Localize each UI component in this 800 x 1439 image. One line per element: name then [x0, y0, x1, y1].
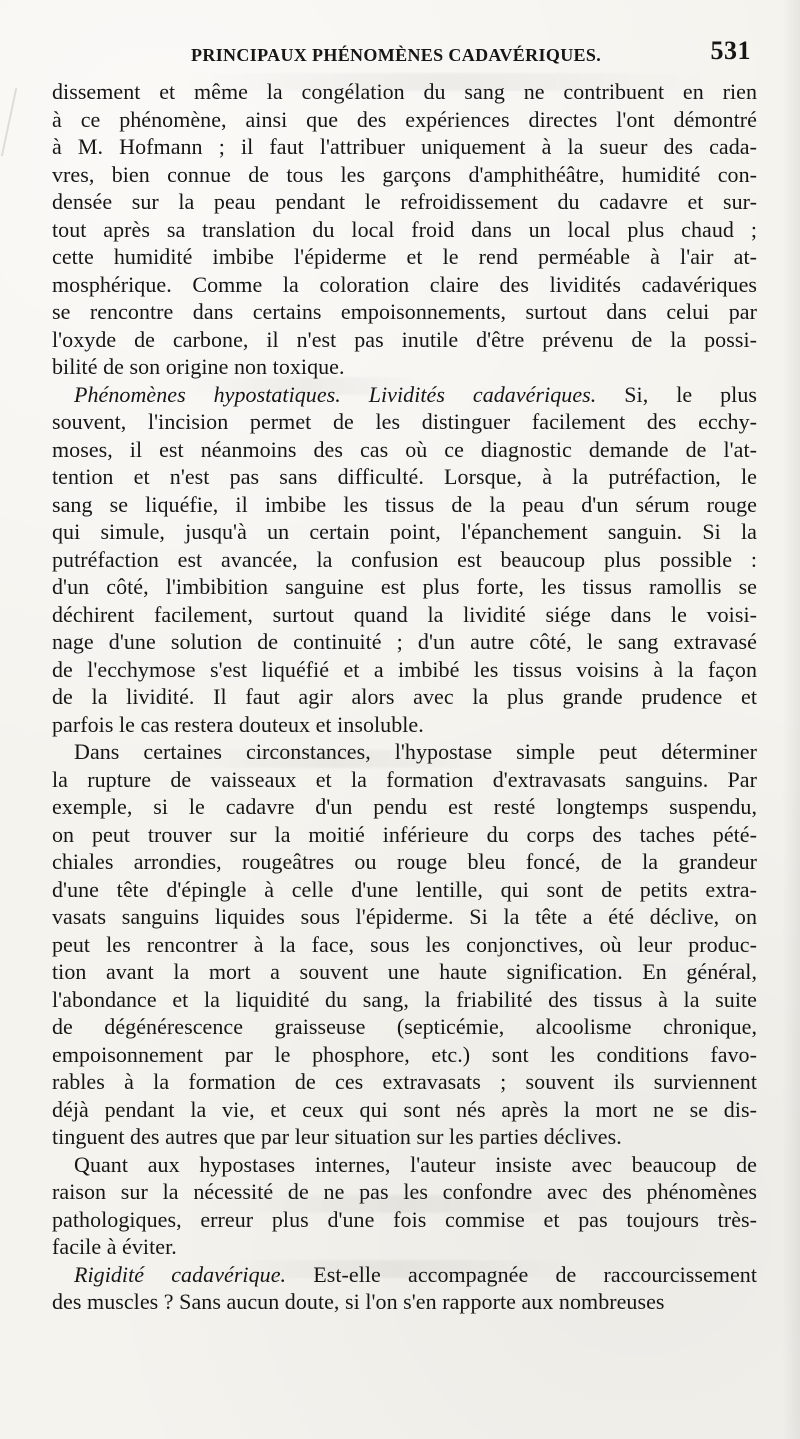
italic-section-heading: Phénomènes hypostatiques. Lividités cadavériques.: [74, 381, 597, 407]
text-line: de l'ecchymose s'est liquéfié et a imbibé les tissus voisins à la façon: [52, 656, 757, 682]
running-title: PRINCIPAUX PHÉNOMÈNES CADAVÉRIQUES.: [191, 45, 602, 65]
text-line: Dans certaines circonstances, l'hypostase simple peut déterminer: [74, 739, 757, 764]
text-line: de dégénérescence graisseuse (septicémie, alcoolisme chronique,: [52, 1014, 757, 1039]
text-line: tention et n'est pas sans difficulté. Lorsque, à la putréfaction, le: [52, 464, 757, 489]
italic-section-heading: Rigidité cadavérique.: [74, 1261, 287, 1287]
text-line: souvent, l'incision permet de les distinguer facilement des ecchy-: [52, 409, 757, 434]
text-line: parfois le cas restera douteux et insoluble.: [52, 711, 424, 737]
text-line: chiales arrondies, rougeâtres ou rouge bleu foncé, de la grandeur: [52, 849, 757, 874]
text-line: facile à éviter.: [52, 1234, 177, 1259]
heading-continuation: Si, le plus: [596, 381, 757, 407]
text-line: raison sur la nécessité de ne pas les confondre avec des phénomènes: [52, 1179, 757, 1204]
page-number: 531: [710, 36, 751, 65]
text-line: dissement et même la congélation du sang ne contribuent en rien: [52, 79, 757, 104]
text-line: putréfaction est avancée, la confusion est beaucoup plus possible :: [52, 546, 757, 572]
text-line-with-heading: [52, 1261, 757, 1289]
text-line: nage d'une solution de continuité ; d'un autre côté, le sang extravasé: [52, 629, 757, 654]
text-line: la rupture de vaisseaux et la formation d'extravasats sanguins. Par: [52, 766, 757, 792]
text-line: densée sur la peau pendant le refroidissement du cadavre et sur-: [52, 189, 757, 214]
main-text: [52, 78, 757, 1316]
text-line: déchirent facilement, surtout quand la lividité siége dans le voisi-: [52, 601, 757, 627]
text-line: cette humidité imbibe l'épiderme et le rend perméable à l'air at-: [52, 244, 757, 269]
text-line: à ce phénomène, ainsi que des expériences directes l'ont démontré: [52, 106, 757, 132]
text-line: l'oxyde de carbone, il n'est pas inutile d'être prévenu de la possi-: [52, 326, 757, 352]
page-mark: [1, 88, 27, 159]
text-line: empoisonnement par le phosphore, etc.) sont les conditions favo-: [52, 1041, 757, 1067]
text-line: mosphérique. Comme la coloration claire des lividités cadavériques: [52, 271, 757, 297]
text-line: rables à la formation de ces extravasats ; souvent ils surviennent: [52, 1069, 757, 1094]
text-line: de la lividité. Il faut agir alors avec la plus grande prudence et: [52, 684, 757, 709]
heading-continuation: Est-elle accompagnée de raccourcissement: [286, 1261, 757, 1287]
text-line: à M. Hofmann ; il faut l'attribuer uniquement à la sueur des cada-: [52, 134, 757, 159]
text-line: vasats sanguins liquides sous l'épiderme. Si la tête a été déclive, on: [52, 904, 757, 929]
text-line: tion avant la mort a souvent une haute signification. En général,: [52, 959, 757, 984]
text-line: peut les rencontrer à la face, sous les conjonctives, où leur produc-: [52, 931, 757, 957]
text-line: l'abondance et la liquidité du sang, la friabilité des tissus à la suite: [52, 986, 757, 1012]
text-line: se rencontre dans certains empoisonnements, surtout dans celui par: [52, 299, 757, 324]
paragraph-2: [52, 381, 757, 739]
paragraph-4: [52, 1151, 757, 1261]
text-line-with-heading: [52, 381, 757, 409]
text-line: vres, bien connue de tous les garçons d'amphithéâtre, humidité con-: [52, 161, 757, 187]
text-line: des muscles ? Sans aucun doute, si l'on s'en rapporte aux nombreuses: [52, 1289, 665, 1314]
paragraph-5: [52, 1261, 757, 1316]
page-header: [52, 38, 757, 74]
text-line: exemple, si le cadavre d'un pendu est resté longtemps suspendu,: [52, 794, 757, 819]
paper-edge-shadow: [782, 0, 800, 1439]
text-line: déjà pendant la vie, et ceux qui sont nés après la mort ne se dis-: [52, 1096, 757, 1122]
text-line: on peut trouver sur la moitié inférieure du corps des taches pété-: [52, 821, 757, 847]
text-line: sang se liquéfie, il imbibe les tissus de la peau d'un sérum rouge: [52, 491, 757, 517]
text-line: bilité de son origine non toxique.: [52, 354, 345, 379]
text-line: Quant aux hypostases internes, l'auteur insiste avec beaucoup de: [74, 1151, 757, 1177]
text-line: d'une tête d'épingle à celle d'une lentille, qui sont de petits extra-: [52, 876, 757, 902]
text-line: d'un côté, l'imbibition sanguine est plus forte, les tissus ramollis se: [52, 574, 757, 599]
paragraph-3: [52, 738, 757, 1151]
text-line: pathologiques, erreur plus d'une fois commise et pas toujours très-: [52, 1206, 757, 1232]
text-line: tinguent des autres que par leur situation sur les parties déclives.: [52, 1124, 622, 1149]
text-line: tout après sa translation du local froid dans un local plus chaud ;: [52, 216, 757, 242]
text-line: moses, il est néanmoins des cas où ce diagnostic demande de l'at-: [52, 436, 757, 462]
paragraph-1: [52, 78, 757, 381]
text-line: qui simule, jusqu'à un certain point, l'épanchement sanguin. Si la: [52, 519, 757, 544]
